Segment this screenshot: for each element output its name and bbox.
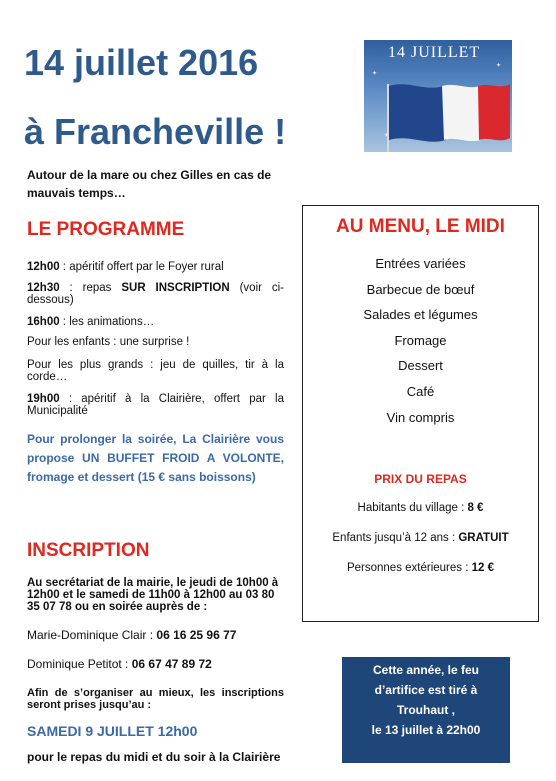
french-flag-image: ✦ ✦ ✦ 14 JUILLET: [364, 40, 512, 152]
menu-heading: AU MENU, LE MIDI: [336, 216, 505, 237]
programme-item: Pour les plus grands : jeu de quilles, tir à la corde…: [27, 359, 284, 383]
deadline-date: SAMEDI 9 JUILLET 12h00: [27, 723, 198, 739]
menu-item: Entrées variées: [375, 256, 466, 271]
deadline-footer-text: pour le repas du midi et du soir à la Clairière: [27, 750, 281, 764]
programme-item: 16h00 : les animations…: [27, 316, 155, 328]
fireworks-line: d’artifice est tiré à: [374, 683, 478, 697]
page-title-line-2: à Francheville !: [24, 111, 287, 152]
price-line: Habitants du village : 8 €: [357, 502, 484, 514]
flag-caption: 14 JUILLET: [388, 44, 481, 61]
price-line: Enfants jusqu’à 12 ans : GRATUIT: [332, 532, 509, 544]
menu-item: Barbecue de bœuf: [366, 282, 475, 297]
page-title-line-1: 14 juillet 2016: [24, 42, 259, 83]
deadline-intro-text: Afin de s’organiser au mieux, les inscriptions seront prises jusqu’au :: [27, 687, 284, 711]
price-line: Personnes extérieures : 12 €: [346, 562, 495, 574]
programme-item: 19h00 : apéritif à la Clairière, offert par la Municipalité: [27, 393, 284, 417]
programme-item: Pour les enfants : une surprise !: [27, 336, 190, 348]
fireworks-line: Trouhaut ,: [397, 703, 455, 717]
menu-item: Dessert: [398, 358, 443, 373]
contact-line: Marie-Dominique Clair : 06 16 25 96 77: [27, 628, 237, 642]
intro-text: Autour de la mare ou chez Gilles en cas de mauvais temps…: [27, 168, 272, 200]
programme-item: 12h30 : repas SUR INSCRIPTION (voir ci-dessous): [27, 282, 285, 306]
fireworks-notice-box: [342, 657, 510, 763]
inscription-details: Au secrétariat de la mairie, le jeudi de 10h00 à 12h00 et le samedi de 11h00 à 12h00 au 03 80 35 07 78 ou en soirée auprès de :: [27, 577, 279, 613]
menu-item: Salades et légumes: [363, 307, 478, 322]
contact-line: Dominique Petitot : 06 67 47 89 72: [27, 657, 212, 671]
menu-item: Vin compris: [386, 410, 455, 425]
menu-item: Café: [406, 384, 435, 399]
buffet-offer-text: Pour prolonger la soirée, La Clairière vous propose UN BUFFET FROID A VOLONTE, fromage et dessert (15 € sans boissons): [27, 432, 284, 484]
inscription-heading: INSCRIPTION: [27, 540, 150, 561]
fireworks-line: Cette année, le feu: [372, 663, 480, 677]
menu-box: [302, 205, 539, 622]
programme-heading: LE PROGRAMME: [27, 219, 185, 240]
programme-item: 12h00 : apéritif offert par le Foyer rural: [27, 261, 224, 273]
price-heading: PRIX DU REPAS: [374, 472, 467, 486]
fireworks-line: le 13 juillet à 22h00: [371, 723, 481, 737]
menu-item: Fromage: [394, 333, 447, 348]
